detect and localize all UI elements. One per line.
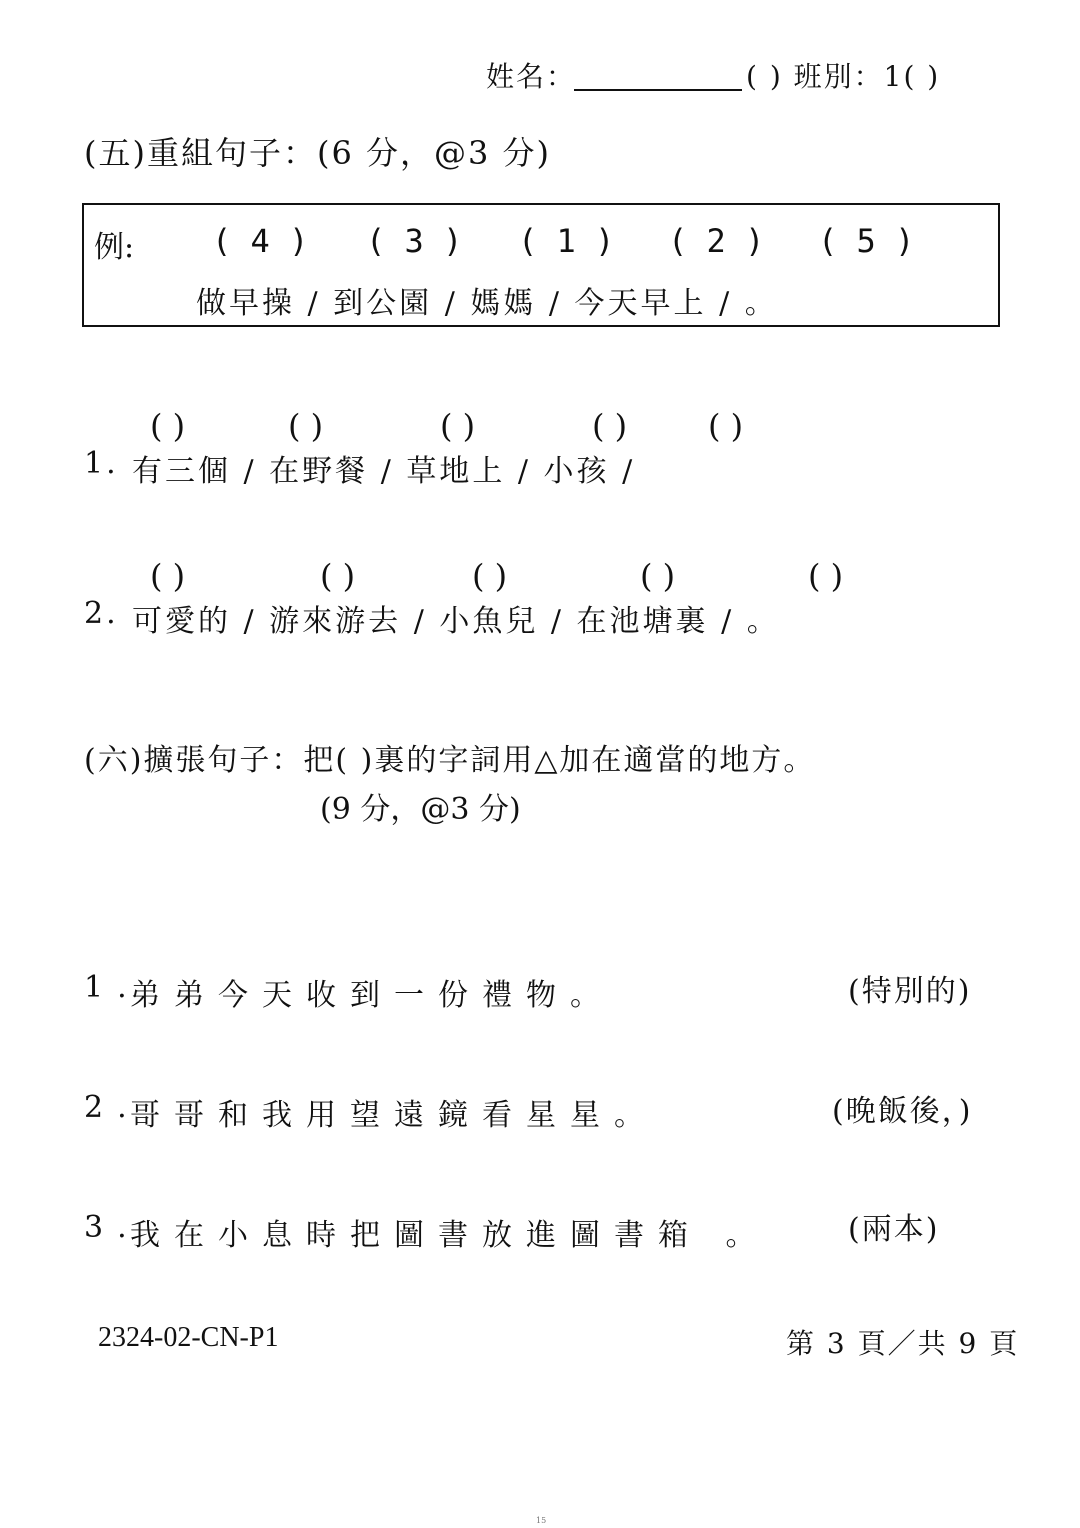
s6-q1-hint: (特別的) [848, 974, 972, 1009]
s6-q1-sentence: 弟弟今天收到一份禮物。 [130, 978, 614, 1013]
s6-q2-sentence: 哥哥和我用望遠鏡看星星。 [130, 1098, 658, 1133]
example-order-4: ( 2 ) [668, 222, 765, 260]
q1-blank-4[interactable]: ( ) [592, 407, 628, 445]
example-order-2: ( 3 ) [366, 222, 463, 260]
q1-blank-2[interactable]: ( ) [288, 407, 324, 445]
q2-blank-4[interactable]: ( ) [640, 557, 676, 595]
name-blank-line[interactable] [574, 89, 742, 91]
s6-q2-hint: (晚飯後，) [832, 1094, 973, 1129]
q2-blank-5[interactable]: ( ) [808, 557, 844, 595]
example-label: 例: [94, 230, 135, 265]
q1-number: 1. [84, 446, 119, 481]
example-phrase: 做早操 / 到公園 / 媽媽 / 今天早上 / 。 [196, 286, 778, 321]
name-label: 姓名： [486, 60, 577, 93]
class-label: ( ) 班別：1( ) [746, 60, 941, 93]
q2-blank-2[interactable]: ( ) [320, 557, 356, 595]
q1-blank-5[interactable]: ( ) [708, 407, 744, 445]
page-number: 第 3 頁／共 9 頁 [786, 1327, 1020, 1360]
q2-phrase: 可愛的 / 游來游去 / 小魚兒 / 在池塘裏 / 。 [132, 604, 780, 639]
q2-number: 2. [84, 596, 119, 631]
s6-q2-number: 2. [84, 1090, 141, 1125]
s6-q3-number: 3. [84, 1210, 141, 1245]
example-order-5: ( 5 ) [818, 222, 915, 260]
q2-blank-3[interactable]: ( ) [472, 557, 508, 595]
section-six-title: (六)擴張句子：把( )裏的字詞用△加在適當的地方。 [84, 743, 816, 778]
example-order-3: ( 1 ) [518, 222, 615, 260]
q1-blank-3[interactable]: ( ) [440, 407, 476, 445]
s6-q1-number: 1. [84, 970, 141, 1005]
q1-phrase: 有三個 / 在野餐 / 草地上 / 小孩 / [132, 454, 636, 489]
scan-page-index: 15 [536, 1516, 547, 1525]
paper-code: 2324-02-CN-P1 [98, 1322, 279, 1353]
s6-q3-sentence: 我在小息時把圖書放進圖書箱 。 [130, 1218, 770, 1253]
section-six-marks: (9 分，@3 分) [320, 792, 521, 827]
s6-q3-hint: (兩本) [848, 1212, 940, 1247]
q1-blank-1[interactable]: ( ) [150, 407, 186, 445]
section-five-title: (五)重組句子：(6 分，@3 分) [84, 134, 552, 172]
q2-blank-1[interactable]: ( ) [150, 557, 186, 595]
example-order-1: ( 4 ) [212, 222, 309, 260]
